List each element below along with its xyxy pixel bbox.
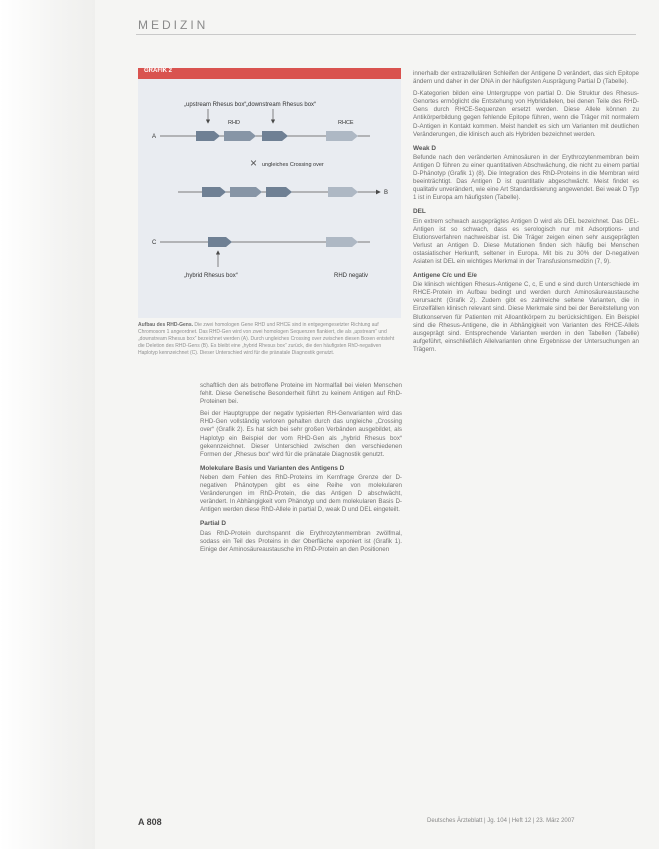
upstream-box-b [202, 187, 226, 197]
row-a-label: A [152, 134, 157, 140]
left-heading-1: Molekulare Basis und Varianten des Antigens D [200, 464, 345, 472]
upstream-box-label: „upstream Rhesus box“ [184, 102, 247, 108]
left-paragraph-2: Bei der Hauptgruppe der negativ typisierten RH-Genvarianten wird das RHD-Gen vollständig verloren gehalten durch das ungleiche „Crossing over“ (Grafik 2). Es hat sich bei sehr großen Verbänden ausgebildet, als Haplotyp ein Beispiel der vom RHD-Gen als „hybrid Rhesus box“ gekennzeichnet. Dieser Unterschied zwischen den verschiedenen Formen der „Rhesus box“ wird für die pränatale Diagnostik genutzt. [200, 410, 402, 458]
left-paragraph-3: Neben dem Fehlen des RhD-Proteins im Kernfrage Grenze der D-negativen Phänotypen gibt es eine Reihe von molekularen Veränderungen im RhD-Protein, die das Antigen D abschwächt, verändert. In Abhängigkeit vom Phänotyp und dem molekularen Basis D-Antigen werden diese RhD-Allele in partial D, weak D und DEL eingeteilt. [200, 473, 402, 514]
crossing-x: × [250, 156, 258, 170]
rhce-gene-b [328, 187, 358, 197]
caption-lead: Aufbau des RHD-Gens. [138, 322, 194, 328]
header-rule [136, 34, 636, 35]
upstream-box-a [196, 131, 220, 141]
rhd-negative-label: RHD negativ [334, 273, 369, 279]
rhd-gene-label: RHD [228, 120, 240, 126]
page-number: A 808 [138, 817, 162, 827]
caption-text: Die zwei homologen Gene RHD und RHCE sind in entgegengesetzter Richtung auf Chromosom 1 angeordnet. Das RHD-Gen wird von zwei homologen Sequenzen flankiert, die als „upstream“ und „downstream Rhesus box“ bezeichnet werden (A). Durch ungleiches Crossing over zwischen diesen Boxen entsteht die Deletion des RHD-Gens (B). Es bleibt eine „hybrid Rhesus box“ zurück, die den häufigsten RhD-negativen Haplotyp kennzeichnet (C). Dieser Unterschied wird für die pränatale Diagnostik genutzt. [138, 322, 395, 356]
left-column [200, 382, 402, 558]
rhce-gene-a [326, 131, 358, 141]
right-heading-2: DEL [413, 208, 426, 216]
crossing-label: ungleiches Crossing over [262, 162, 324, 168]
right-paragraph-5: Die klinisch wichtigen Rhesus-Antigene C, c, E und e sind durch Unterschiede im RHCE-Protein im Aufbau bedingt und werden durch Aminosäureaustausche verursacht (Grafik 2). Zudem gibt es zahlreiche seltene Varianten, die in Einzelfällen klinisch relevant sind. Diese Merkmale sind bei der Bereitstellung von Blutkonserven für Patienten mit Alloantikörpern zu berücksichtigen. Ein Beispiel sind die Rhesus-Antigene, die in Abhängigkeit von Varianten des RHCE-Allels ausgeprägt sind. Entsprechende Varianten werden in den Tabellen (Tabelle) aufgeführt, einschließlich Allelvarianten ohne Ergebnisse der Untersuchungen an Trägern. [413, 281, 639, 353]
right-heading-3: Antigene C/c und E/e [413, 272, 477, 280]
rhd-gene-a [224, 131, 256, 141]
right-paragraph-2: D-Kategorien bilden eine Untergruppe von partial D. Die Struktur des Rhesus-Genortes ermöglicht die Entstehung von Hybridallelen, bei denen Teile des RHD-Gens durch RHCE-Sequenzen ersetzt werden. Diese Allele können zu Antikörperbildung gegen fehlende Epitope führen, wenn die Träger mit normalem D-Antigen in Kontakt kommen. Meist handelt es sich um Varianten mit deutlichen Veränderungen, die klinisch auch als Hybriden bezeichnet werden. [413, 90, 639, 138]
figure-grafik-2 [138, 68, 401, 318]
row-b-label: B [384, 190, 389, 196]
rhce-gene-label: RHCE [338, 120, 354, 126]
downstream-box-label: „downstream Rhesus box“ [246, 102, 317, 108]
hybrid-box-label: „hybrid Rhesus box“ [184, 273, 238, 279]
downstream-box-b [266, 187, 292, 197]
downstream-box-a [262, 131, 288, 141]
right-paragraph-3: Befunde nach den veränderten Aminosäuren in der Erythrozytenmembran beim Antigen D führen zu einer quantitativen Abschwächung, die nicht zu einem partial D-Phänotyp (Grafik 1) (8). Die Integration des RhD-Proteins in die Membran wird beeinträchtigt. Das Antigen D ist quantitativ abgeschwächt. Meist findet es qualitativ unverändert, wie eine Art Standardisierung angewendet. Bei weak D Typ 1 ist in Europa am häufigsten (Tabelle). [413, 153, 639, 202]
row-c-label: C [152, 240, 157, 246]
right-paragraph-1: innerhalb der extrazellulären Schleifen der Antigene D verändert, das sich Epitope ändern und daher in der DNA in der häufigsten Ausprägung Partial D (Tabelle). [413, 70, 639, 86]
right-heading-1: Weak D [413, 144, 436, 152]
rhd-gene-b [230, 187, 262, 197]
section-header: MEDIZIN [138, 18, 209, 32]
page-gutter [0, 0, 95, 849]
left-paragraph-4: Das RhD-Protein durchspannt die Erythrozytenmembran zwölfmal, sodass ein Teil des Proteins in der Oberfläche exponiert ist (Grafik 1). Einige der Aminosäureaustausche im RhD-Protein an den Positionen [200, 529, 402, 553]
figure-label: GRAFIK 2 [144, 68, 173, 74]
left-paragraph-1: schaftlich den als betroffene Proteine im Normalfall bei vielen Menschen fehlt. Diese Genetische Besonderheit führt zu keinem Antigen auf RhD-Proteinen bei. [200, 382, 402, 406]
gene-diagram [138, 79, 401, 318]
figure-caption [138, 322, 400, 357]
hybrid-box-c [208, 237, 232, 247]
left-heading-2: Partial D [200, 520, 226, 528]
right-column [413, 70, 639, 358]
right-paragraph-4: Ein extrem schwach ausgeprägtes Antigen D wird als DEL bezeichnet. Das DEL-Antigen ist so schwach, dass es serologisch nur mit Adsorptions- und Elutionsverfahren nachweisbar ist. Die Träger zeigen einen sehr ausgeprägten Verlust an Antigen D. Diese Mutationen finden sich häufig bei Menschen ostasiatischer Herkunft, seltener in Europa. Mit bis zu 30% der D-negativen Asiaten ist DEL ein wichtiges Merkmal in der Transfusionsmedizin (7, 9). [413, 217, 639, 265]
rhce-gene-c [326, 237, 358, 247]
figure-header-bar [138, 68, 401, 79]
journal-citation: Deutsches Ärzteblatt | Jg. 104 | Heft 12 | 23. März 2007 [427, 818, 575, 824]
